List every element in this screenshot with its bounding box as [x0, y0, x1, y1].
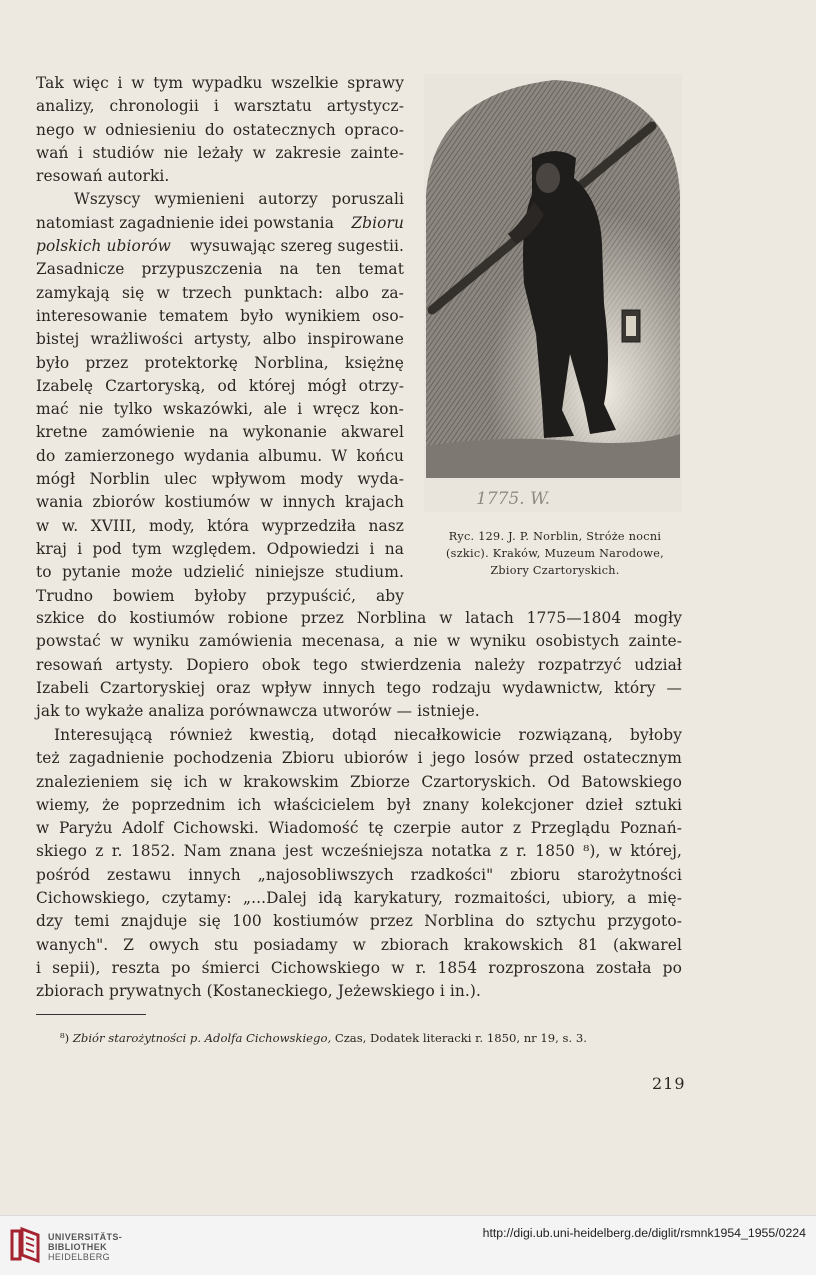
- text-line: dzy temi znajduje się 100 kostiumów przez Norblina do sztychu przygoto-: [36, 912, 682, 931]
- text-line: resowań artysty. Dopiero obok tego stwierdzenia należy rozpatrzyć udział: [36, 655, 682, 674]
- library-logo-icon[interactable]: [8, 1225, 42, 1265]
- figure-caption: [424, 528, 686, 579]
- text-line: w Paryżu Adolf Cichowski. Wiadomość tę czerpie autor z Przeglądu Poznań-: [36, 819, 682, 838]
- text-line: interesowanie tematem było wynikiem oso-: [36, 306, 404, 325]
- logo-line: BIBLIOTHEK: [48, 1242, 107, 1252]
- paragraph-continuation: [36, 607, 682, 723]
- text-line: to pytanie może udzielić niniejsze studium.: [36, 563, 404, 582]
- text-fragment: wysuwając szereg sugestii.: [189, 237, 404, 256]
- text-line: resowań autorki.: [36, 167, 170, 186]
- text-line: nego w odniesieniu do ostatecznych opraco-: [36, 120, 404, 139]
- text-line: jak to wykaże analiza porównawcza utworów — istnieje.: [36, 702, 480, 721]
- text-line: było przez protektorkę Norblina, księżnę: [36, 353, 404, 372]
- text-line: wań i studiów nie leżały w zakresie zainte-: [36, 143, 404, 162]
- page-number: 219: [652, 1074, 686, 1093]
- text-line: znalezieniem się ich w krakowskim Zbiorze Czartoryskich. Od Batowskiego: [36, 772, 682, 791]
- text-line: Wszyscy wymienieni autorzy poruszali: [74, 190, 404, 209]
- text-line: Trudno bowiem byłoby przypuścić, aby: [36, 586, 404, 605]
- text-line: powstać w wyniku zamówienia mecenasa, a nie w wyniku osobistych zainte-: [36, 632, 682, 651]
- footnote-text: Czas, Dodatek literacki r. 1850, nr 19, s. 3.: [334, 1031, 587, 1045]
- text-line: do zamierzonego wydania albumu. W końcu: [36, 446, 404, 465]
- text-line: mógł Norblin ulec wpływom mody wyda-: [36, 470, 404, 489]
- permalink-url[interactable]: http://digi.ub.uni-heidelberg.de/diglit/rsmnk1954_1955/0224: [482, 1226, 806, 1240]
- text-fragment: natomiast zagadnienie idei powstania: [36, 213, 335, 232]
- footnote-title: Zbiór starożytności p. Adolfa Cichowskiego,: [72, 1031, 332, 1045]
- caption-line: (szkic). Kraków, Muzeum Narodowe,: [446, 547, 664, 560]
- footnote-marker: ⁸): [60, 1031, 70, 1045]
- logo-line: HEIDELBERG: [48, 1252, 111, 1262]
- text-line: bistej wrażliwości artysty, albo inspirowane: [36, 330, 404, 349]
- text-line: Interesującą również kwestią, dotąd niecałkowicie rozwiązaną, byłoby: [54, 726, 682, 744]
- text-line: wanych". Z owych stu posiadamy w zbiorach krakowskich 81 (akwarel: [36, 935, 682, 954]
- text-line: Tak więc i w tym wypadku wszelkie sprawy: [36, 74, 404, 92]
- text-line: [36, 235, 404, 258]
- text-line: kretne zamówienie na wykonanie akwarel: [36, 423, 404, 442]
- sketch-inscription: 1775. W.: [476, 489, 550, 509]
- text-line: szkice do kostiumów robione przez Norblina w latach 1775—1804 mogły: [36, 609, 682, 627]
- caption-line: Zbiory Czartoryskich.: [490, 564, 620, 577]
- text-line: wiemy, że poprzednim ich właścicielem był znany kolekcjoner dzieł sztuki: [36, 795, 682, 814]
- text-line: Zasadnicze przypuszczenia na ten temat: [36, 260, 404, 279]
- text-line: zbiorach prywatnych (Kostaneckiego, Jeżewskiego i in.).: [36, 982, 481, 1001]
- viewer-footer: [0, 1215, 816, 1275]
- footnote-divider: [36, 1014, 146, 1015]
- text-line: mać nie tylko wskazówki, ale i wręcz kon-: [36, 400, 404, 419]
- text-line: i sepii), reszta po śmierci Cichowskiego w r. 1854 rozproszona została po: [36, 958, 682, 977]
- text-line: Izabelę Czartoryską, od której mógł otrzy-: [36, 376, 404, 395]
- italic-title: polskich ubiorów: [36, 237, 171, 256]
- library-logo-text[interactable]: [48, 1232, 122, 1262]
- caption-line: Ryc. 129. J. P. Norblin, Stróże nocni: [448, 530, 662, 543]
- italic-title: Zbioru: [351, 213, 404, 232]
- text-line: kraj i pod tym względem. Odpowiedzi i na: [36, 539, 404, 558]
- text-line: analizy, chronologii i warsztatu artystycz-: [36, 97, 404, 116]
- text-line: w w. XVIII, mody, która wyprzedziła nasz: [36, 516, 404, 535]
- text-line: Cichowskiego, czytamy: „...Dalej idą karykatury, rozmaitości, ubiory, a mię-: [36, 889, 682, 908]
- text-line: pośród zestawu innych „najosobliwszych rzadkości" zbioru starożytności: [36, 865, 682, 884]
- sketch-illustration: [424, 74, 682, 512]
- text-line: też zagadnienie pochodzenia Zbioru ubiorów i jego losów przed ostatecznym: [36, 749, 682, 768]
- text-line: skiego z r. 1852. Nam znana jest wcześniejsza notatka z r. 1850 ⁸), w której,: [36, 842, 682, 861]
- footnote: [60, 1030, 700, 1046]
- text-line: [36, 212, 404, 235]
- paragraph-intro: [36, 72, 404, 608]
- text-line: Izabeli Czartoryskiej oraz wpływ innych tego rodzaju wydawnictw, który —: [36, 678, 682, 697]
- logo-line: UNIVERSITÄTS-: [48, 1232, 123, 1242]
- paragraph-provenance: [36, 724, 682, 1004]
- text-line: wania zbiorów kostiumów w innych krajach: [36, 493, 404, 512]
- text-line: zamykają się w trzech punktach: albo za-: [36, 283, 404, 302]
